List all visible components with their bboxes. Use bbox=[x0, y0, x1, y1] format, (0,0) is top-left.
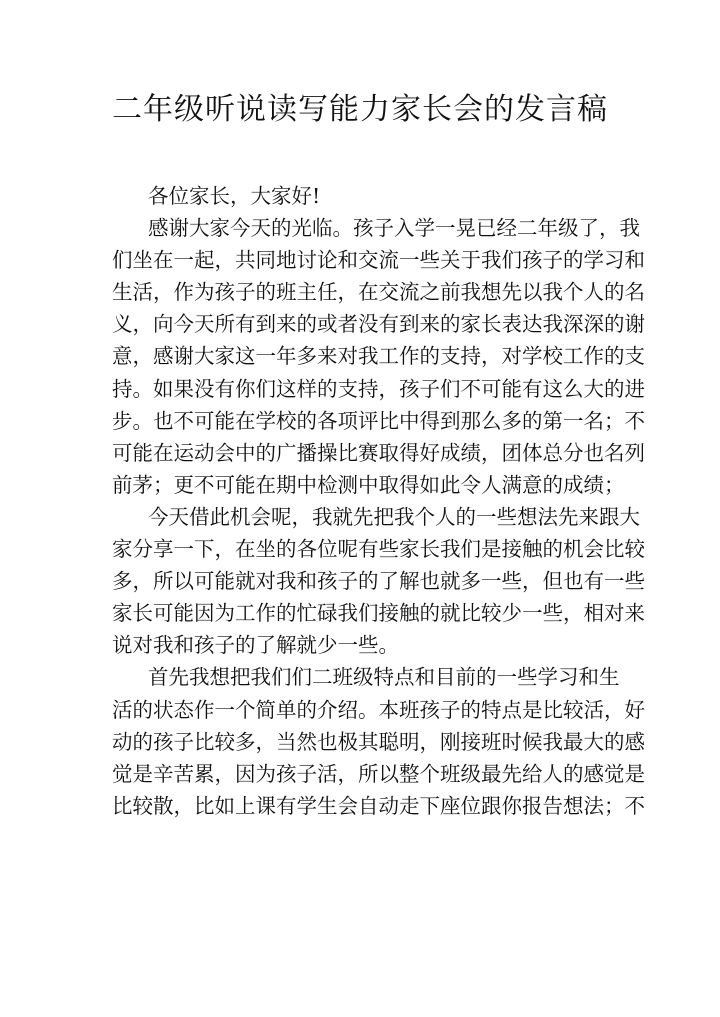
text-line: 感谢大家今天的光临。孩子入学一晃已经二年级了，我 bbox=[148, 216, 640, 241]
text-line: 各位家长，大家好! bbox=[148, 184, 321, 208]
text-line: 步。也不可能在学校的各项评比中得到那么多的第一名；不 bbox=[112, 408, 645, 433]
text-line: 说对我和孩子的了解就少一些。 bbox=[112, 633, 399, 658]
text-line: 首先我想把我们们二班级特点和目前的一些学习和生 bbox=[148, 665, 620, 690]
document-title: 二年级听说读写能力家长会的发言稿 bbox=[112, 92, 608, 127]
text-line: 觉是辛苦累，因为孩子活，所以整个班级最先给人的感觉是 bbox=[112, 761, 645, 786]
text-line: 们坐在一起，共同地讨论和交流一些关于我们孩子的学习和 bbox=[112, 248, 645, 273]
text-line: 义，向今天所有到来的或者没有到来的家长表达我深深的谢 bbox=[112, 312, 645, 337]
text-line: 比较散，比如上课有学生会自动走下座位跟你报告想法；不 bbox=[112, 793, 645, 818]
text-line: 动的孩子比较多，当然也极其聪明，刚接班时候我最大的感 bbox=[112, 729, 645, 754]
text-line: 生活，作为孩子的班主任，在交流之前我想先以我个人的名 bbox=[112, 280, 645, 305]
text-line: 前茅；更不可能在期中检测中取得如此令人满意的成绩； bbox=[112, 472, 625, 497]
document-body bbox=[112, 180, 645, 822]
text-line: 多，所以可能就对我和孩子的了解也就多一些，但也有一些 bbox=[112, 569, 645, 594]
text-line: 持。如果没有你们这样的支持，孩子们不可能有这么大的进 bbox=[112, 376, 645, 401]
text-line: 活的状态作一个简单的介绍。本班孩子的特点是比较活，好 bbox=[112, 697, 645, 722]
text-line: 意，感谢大家这一年多来对我工作的支持，对学校工作的支 bbox=[112, 344, 645, 369]
text-line: 可能在运动会中的广播操比赛取得好成绩，团体总分也名列 bbox=[112, 440, 645, 465]
text-line: 家分享一下，在坐的各位呢有些家长我们是接触的机会比较 bbox=[112, 537, 645, 562]
text-line: 家长可能因为工作的忙碌我们接触的就比较少一些，相对来 bbox=[112, 601, 645, 626]
text-line: 今天借此机会呢，我就先把我个人的一些想法先来跟大 bbox=[148, 504, 640, 529]
